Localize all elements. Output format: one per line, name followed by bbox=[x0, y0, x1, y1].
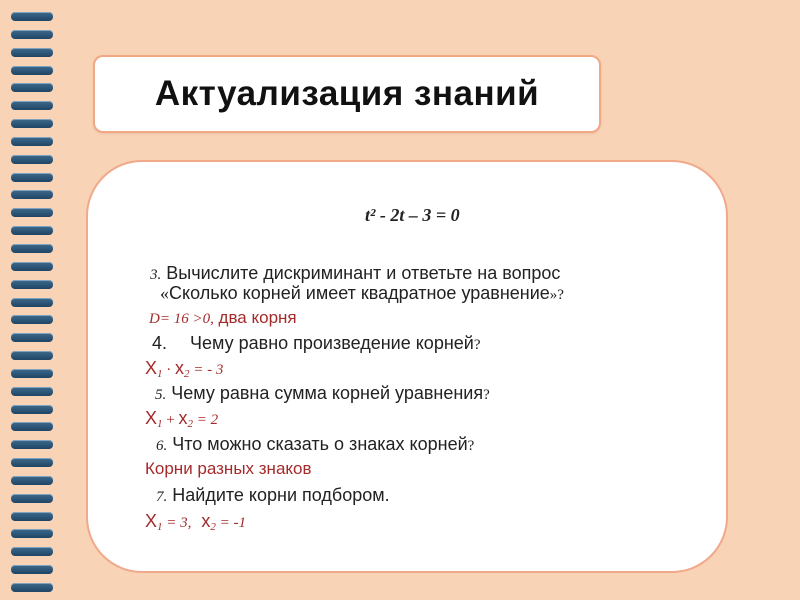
close-quote: »? bbox=[549, 287, 564, 303]
operator: · bbox=[162, 362, 176, 378]
binding-ring bbox=[11, 155, 53, 164]
answer-5 bbox=[145, 408, 218, 430]
binding-ring bbox=[11, 298, 53, 307]
binding-ring bbox=[11, 458, 53, 467]
binding-ring bbox=[11, 173, 53, 182]
root-1-value: = 3, bbox=[162, 515, 192, 531]
binding-ring bbox=[11, 512, 53, 521]
x2-symbol: х bbox=[201, 511, 211, 531]
question-number: 7. bbox=[156, 489, 168, 505]
x2-subscript: 2 bbox=[187, 418, 193, 430]
binding-ring bbox=[11, 262, 53, 271]
question-mark: ? bbox=[483, 387, 490, 403]
binding-ring bbox=[11, 244, 53, 253]
question-text: Сколько корней имеет квадратное уравнение bbox=[169, 283, 550, 303]
binding-ring bbox=[11, 351, 53, 360]
question-text: Что можно сказать о знаках корней bbox=[167, 434, 468, 454]
spiral-binding bbox=[11, 12, 55, 592]
title-box bbox=[93, 55, 601, 133]
x2-subscript: 2 bbox=[210, 521, 216, 533]
x1-symbol: Х bbox=[145, 408, 158, 428]
answer-value: = 2 bbox=[192, 412, 219, 428]
operator: + bbox=[162, 412, 179, 428]
binding-ring bbox=[11, 12, 53, 21]
question-number: 5. bbox=[155, 387, 167, 403]
binding-ring bbox=[11, 422, 53, 431]
equation: t² - 2t – 3 = 0 bbox=[365, 205, 460, 225]
binding-ring bbox=[11, 583, 53, 592]
question-number: 4. bbox=[152, 333, 168, 353]
binding-ring bbox=[11, 137, 53, 146]
binding-ring bbox=[11, 119, 53, 128]
binding-ring bbox=[11, 190, 53, 199]
question-mark: ? bbox=[473, 337, 481, 353]
question-3 bbox=[150, 263, 560, 284]
x2-symbol: х bbox=[175, 358, 185, 378]
question-number: 6. bbox=[156, 438, 168, 454]
binding-ring bbox=[11, 565, 53, 574]
binding-ring bbox=[11, 494, 53, 503]
question-text: Чему равна сумма корней уравнения bbox=[166, 383, 484, 403]
answer-7 bbox=[145, 511, 246, 533]
binding-ring bbox=[11, 476, 53, 485]
question-text: Вычислите дискриминант и ответьте на вопрос bbox=[161, 263, 561, 283]
open-quote: « bbox=[160, 283, 169, 303]
question-mark: ? bbox=[467, 438, 475, 454]
slide-title: Актуализация знаний bbox=[154, 74, 540, 113]
x2-symbol: х bbox=[178, 408, 188, 428]
content-box bbox=[86, 160, 728, 573]
x1-subscript: 1 bbox=[157, 521, 163, 533]
question-number: 3. bbox=[150, 267, 162, 283]
question-3-continued bbox=[160, 283, 564, 304]
binding-ring bbox=[11, 387, 53, 396]
binding-ring bbox=[11, 280, 53, 289]
x1-subscript: 1 bbox=[157, 368, 163, 380]
binding-ring bbox=[11, 30, 53, 39]
question-4 bbox=[152, 333, 481, 354]
answer-4 bbox=[145, 358, 223, 380]
question-7 bbox=[156, 485, 390, 506]
binding-ring bbox=[11, 66, 53, 75]
x1-symbol: Х bbox=[145, 358, 158, 378]
x1-symbol: Х bbox=[145, 511, 158, 531]
binding-ring bbox=[11, 208, 53, 217]
question-5 bbox=[155, 383, 490, 404]
answer-value: = - 3 bbox=[189, 362, 224, 378]
answer-6: Корни разных знаков bbox=[145, 459, 312, 478]
x2-subscript: 2 bbox=[184, 368, 190, 380]
question-text: Найдите корни подбором. bbox=[167, 485, 390, 505]
binding-ring bbox=[11, 369, 53, 378]
binding-ring bbox=[11, 226, 53, 235]
binding-ring bbox=[11, 48, 53, 57]
binding-ring bbox=[11, 405, 53, 414]
root-2-value: = -1 bbox=[215, 515, 247, 531]
binding-ring bbox=[11, 101, 53, 110]
binding-ring bbox=[11, 440, 53, 449]
binding-ring bbox=[11, 315, 53, 324]
question-6 bbox=[156, 434, 474, 455]
binding-ring bbox=[11, 547, 53, 556]
answer-3 bbox=[149, 308, 297, 328]
x1-subscript: 1 bbox=[157, 418, 163, 430]
binding-ring bbox=[11, 333, 53, 342]
question-text: Чему равно произведение корней bbox=[190, 333, 474, 353]
binding-ring bbox=[11, 83, 53, 92]
binding-ring bbox=[11, 529, 53, 538]
answer-math: D= 16 >0, bbox=[149, 311, 214, 327]
answer-text: два корня bbox=[213, 308, 297, 327]
